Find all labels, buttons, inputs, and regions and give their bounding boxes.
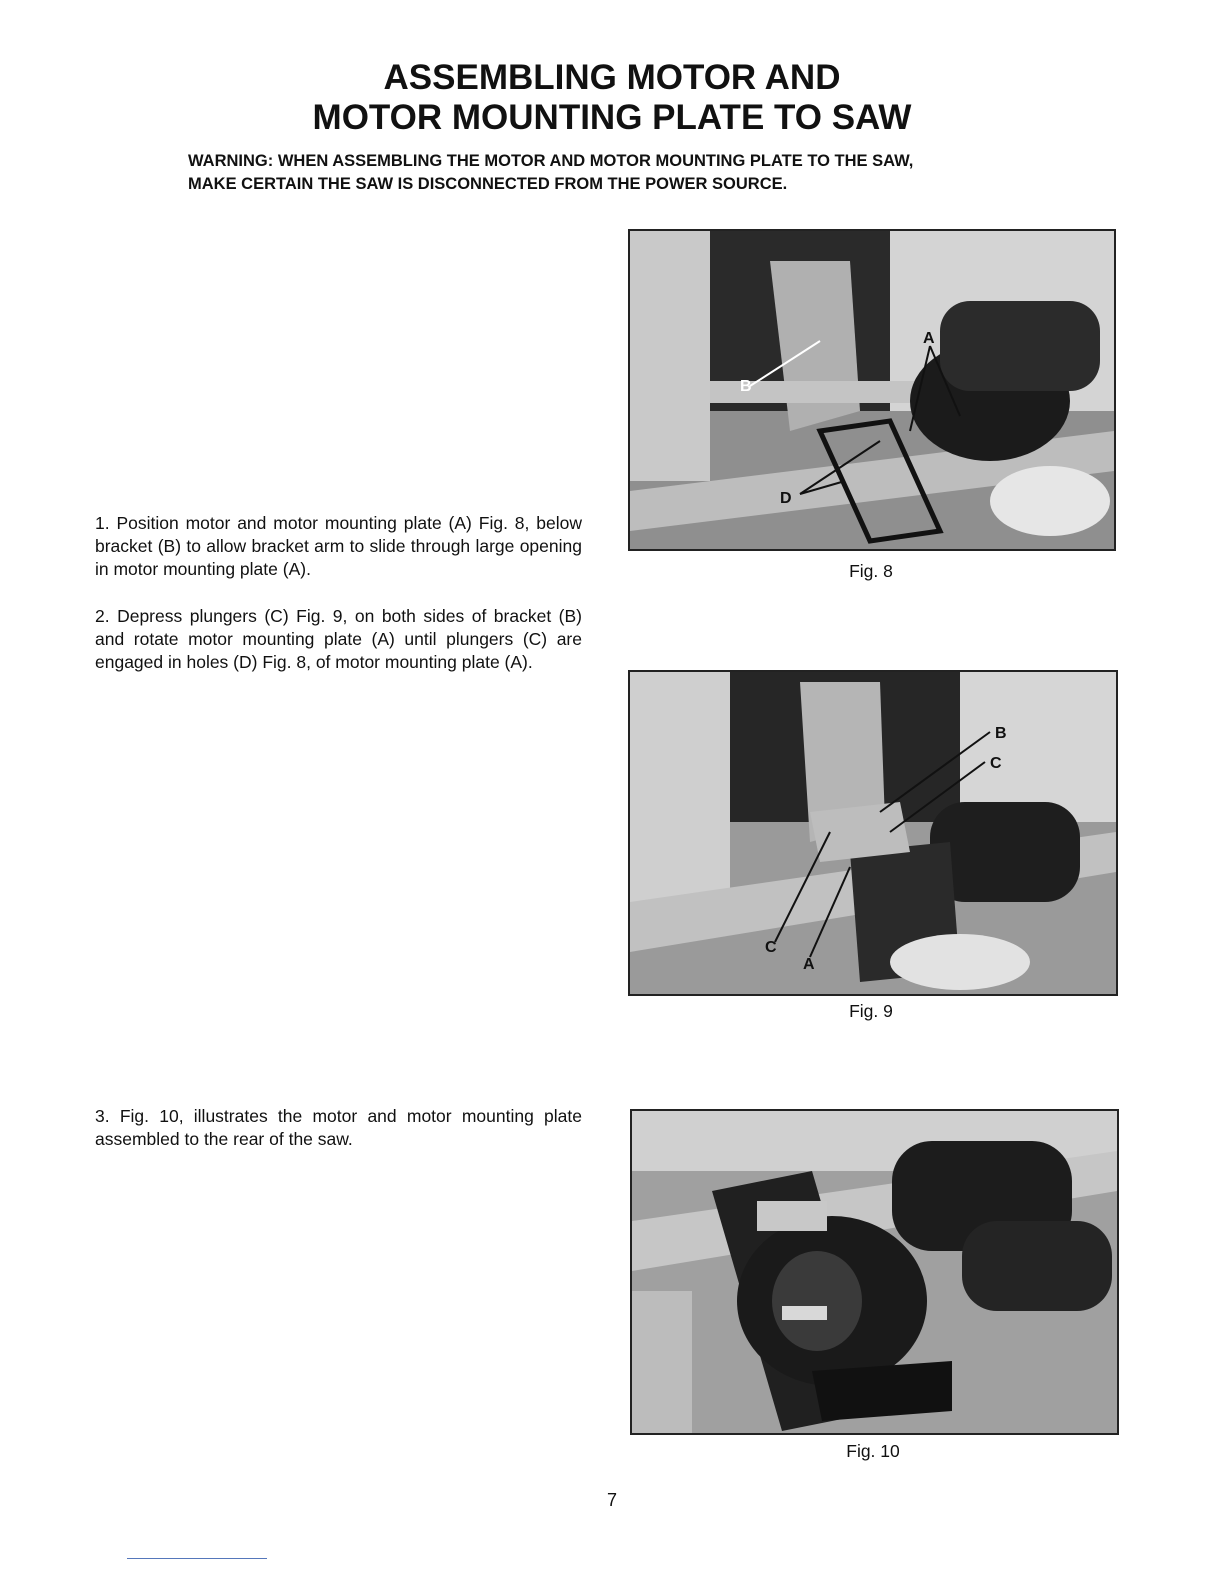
fig8-label-a: A [923,330,935,347]
fig9-label-b: B [995,725,1007,742]
warning-line-2: MAKE CERTAIN THE SAW IS DISCONNECTED FROM THE POWER SOURCE. [188,175,788,193]
fig9-label-c: C [990,755,1002,772]
figure-9-photo [628,670,1118,996]
fig9-label-c-lower: C [765,939,777,956]
figure-10-caption: Fig. 10 [846,1441,900,1461]
figure-10-illustration [632,1111,1117,1433]
warning-line-1: WARNING: WHEN ASSEMBLING THE MOTOR AND MOTOR MOUNTING PLATE TO THE SAW, [188,152,914,170]
warning-notice [188,150,1048,196]
step-3: 3. Fig. 10, illustrates the motor and motor mounting plate assembled to the rear of the saw. [95,1106,582,1149]
title-line-2: MOTOR MOUNTING PLATE TO SAW [312,98,912,137]
figure-9-caption: Fig. 9 [849,1001,893,1021]
fig8-label-b: B [740,378,752,395]
page-title [0,58,1224,138]
figure-9-illustration [630,672,1116,994]
title-line-1: ASSEMBLING MOTOR AND [383,58,841,97]
figure-8-illustration [630,231,1114,549]
fig8-label-d: D [780,490,792,507]
figure-8-caption: Fig. 8 [849,561,893,581]
step-1: 1. Position motor and motor mounting plate (A) Fig. 8, below bracket (B) to allow bracket arm to slide through large opening in motor mounting plate (A). [95,513,582,579]
figure-10-photo [630,1109,1119,1435]
page-number: 7 [606,1490,617,1510]
footer-rule [127,1558,267,1559]
figure-8-photo [628,229,1116,551]
step-2: 2. Depress plungers (C) Fig. 9, on both sides of bracket (B) and rotate motor mounting plate (A) until plungers (C) are engaged in holes (D) Fig. 8, of motor mounting plate (A). [95,606,582,672]
fig9-label-a: A [803,956,815,973]
